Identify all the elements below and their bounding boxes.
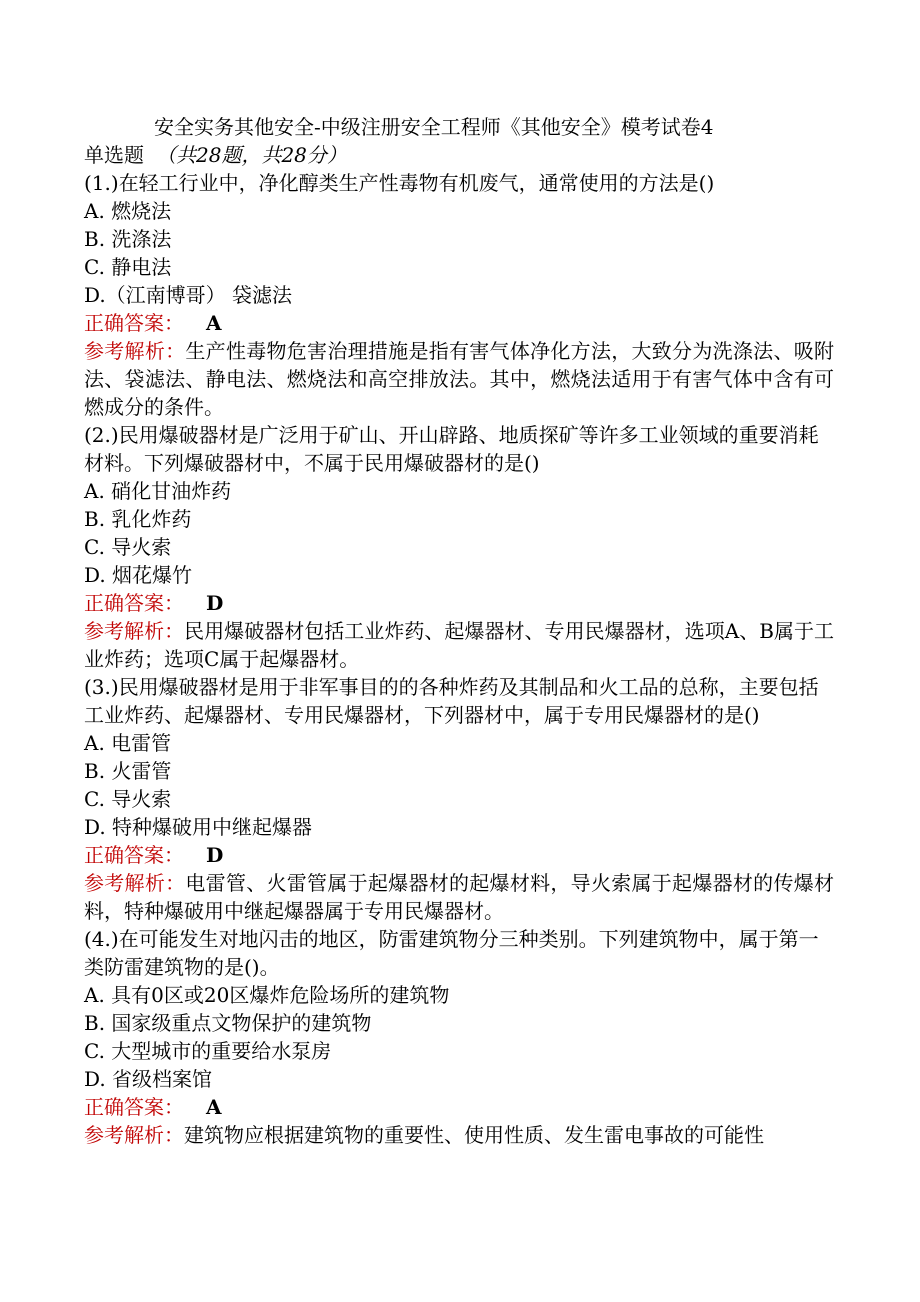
- option-d: D.（江南博哥） 袋滤法: [84, 283, 293, 307]
- section-note: （共28题，共28分）: [156, 143, 347, 167]
- question-stem: (3.)民用爆破器材是用于非军事目的的各种炸药及其制品和火工品的总称，主要包括工业炸药、起爆器材、专用民爆器材，下列器材中，属于专用民爆器材的是(): [84, 675, 819, 727]
- answer-value: D: [206, 843, 224, 867]
- question-stem: (2.)民用爆破器材是广泛用于矿山、开山辟路、地质探矿等许多工业领域的重要消耗材料。下列爆破器材中，不属于民用爆破器材的是(): [84, 423, 819, 475]
- option-c: C. 静电法: [84, 255, 172, 279]
- answer-value: A: [206, 1095, 222, 1119]
- option-a: A. 硝化甘油炸药: [84, 479, 232, 503]
- question-1: [84, 169, 834, 421]
- option-a: A. 燃烧法: [84, 199, 172, 223]
- answer-value: D: [206, 591, 224, 615]
- explanation-label: 参考解析：: [84, 339, 186, 363]
- option-a: A. 具有0区或20区爆炸危险场所的建筑物: [84, 983, 450, 1007]
- question-3: [84, 673, 834, 925]
- answer-label: 正确答案：: [84, 311, 184, 335]
- answer-label: 正确答案：: [84, 1095, 184, 1119]
- option-c: C. 导火索: [84, 535, 172, 559]
- question-stem: (1.)在轻工行业中，净化醇类生产性毒物有机废气，通常使用的方法是(): [84, 171, 715, 195]
- section-name: 单选题: [84, 143, 144, 167]
- explanation-text: 民用爆破器材包括工业炸药、起爆器材、专用民爆器材，选项A、B属于工业炸药；选项C属于起爆器材。: [84, 619, 835, 671]
- question-stem: (4.)在可能发生对地闪击的地区，防雷建筑物分三种类别。下列建筑物中，属于第一类防雷建筑物的是()。: [84, 927, 819, 979]
- explanation-text: 电雷管、火雷管属于起爆器材的起爆材料，导火索属于起爆器材的传爆材料，特种爆破用中继起爆器属于专用民爆器材。: [84, 871, 835, 923]
- option-d: D. 特种爆破用中继起爆器: [84, 815, 313, 839]
- section-header: [84, 141, 834, 169]
- question-4: [84, 925, 834, 1149]
- option-c: C. 导火索: [84, 787, 172, 811]
- option-c: C. 大型城市的重要给水泵房: [84, 1039, 332, 1063]
- explanation-text: 生产性毒物危害治理措施是指有害气体净化方法，大致分为洗涤法、吸附法、袋滤法、静电法、燃烧法和高空排放法。其中，燃烧法适用于有害气体中含有可燃成分的条件。: [84, 339, 835, 419]
- answer-label: 正确答案：: [84, 591, 184, 615]
- question-2: [84, 421, 834, 673]
- explanation-label: 参考解析：: [84, 1123, 184, 1147]
- explanation-line: [84, 617, 834, 673]
- answer-value: A: [206, 311, 222, 335]
- exam-content: [84, 113, 834, 1149]
- answer-label: 正确答案：: [84, 843, 184, 867]
- answer-line: [84, 309, 834, 337]
- option-a: A. 电雷管: [84, 731, 172, 755]
- option-b: B. 国家级重点文物保护的建筑物: [84, 1011, 372, 1035]
- option-d: D. 省级档案馆: [84, 1067, 213, 1091]
- option-b: B. 乳化炸药: [84, 507, 192, 531]
- explanation-text: 建筑物应根据建筑物的重要性、使用性质、发生雷电事故的可能性: [184, 1123, 764, 1147]
- answer-line: [84, 841, 834, 869]
- option-b: B. 火雷管: [84, 759, 172, 783]
- explanation-line: [84, 1121, 834, 1149]
- explanation-line: [84, 869, 834, 925]
- option-d: D. 烟花爆竹: [84, 563, 193, 587]
- answer-line: [84, 589, 834, 617]
- option-b: B. 洗涤法: [84, 227, 172, 251]
- explanation-line: [84, 337, 834, 421]
- explanation-label: 参考解析：: [84, 619, 185, 643]
- page-title: 安全实务其他安全-中级注册安全工程师《其他安全》模考试卷4: [154, 115, 714, 139]
- explanation-label: 参考解析：: [84, 871, 186, 895]
- answer-line: [84, 1093, 834, 1121]
